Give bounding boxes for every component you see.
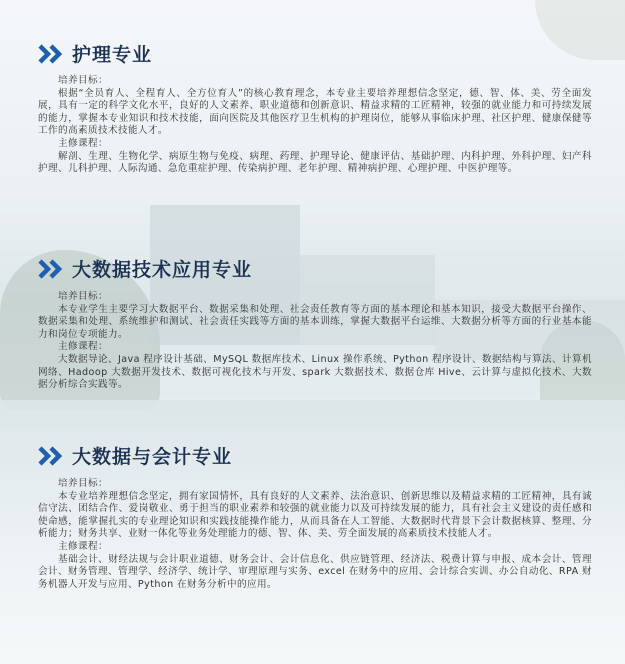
goal-label: 培养目标：	[58, 291, 108, 302]
course-label: 主修课程：	[58, 137, 108, 149]
section-body	[38, 478, 592, 591]
course-text: 基础会计、财经法规与会计职业道德、财务会计、会计信息化、供应链管理、经济法、税费计算与申报、成本会计、管理会计、财务管理、管理学、经济学、统计学、审理原理与实务、excel 在财务中的应用、会计综合实训、办公自动化、RPA 财务机器人开发与应用、Python 在财务分析中的应用。	[38, 553, 592, 590]
course-text: 大数据导论、Java 程序设计基础、MySQL 数据库技术、Linux 操作系统、Python 程序设计、数据结构与算法、计算机网络、Hadoop 大数据开发技术、数据可视化技术与开发、spark 大数据技术、数据仓库 Hive、云计算与虚拟化技术、大数据分析综合实践等。	[38, 353, 592, 391]
goal-text: 本专业培养理想信念坚定，拥有家国情怀，具有良好的人文素养、法治意识、创新思维以及精益求精的工匠精神，具有诚信守法、团结合作、爱岗敬业、勇于担当的职业素养和较强的就业能力以及可持续发展的能力，具有社会主义建设的责任感和使命感，能掌握扎实的专业理论知识和实践技能操作能力，从而具备在人工智能、大数据时代背景下会计数据核算、整理、分析能力；财务共享、业财一体化等业务处理能力的德、智、体、美、劳全面发展的高素质技术技能人才。	[38, 490, 592, 540]
section-heading	[38, 255, 252, 282]
double-chevron-right-icon	[38, 446, 66, 466]
section-title: 大数据技术应用专业	[72, 259, 253, 281]
goal-text: 本专业学生主要学习大数据平台、数据采集和处理、社会责任教育等方面的基本理论和基本知识，接受大数据平台操作、数据采集和处理、系统维护和测试、社会责任实践等方面的基本训练，掌握大数据平台运维、大数据分析等方面的行业基本能力和岗位专项能力。	[38, 303, 592, 340]
section-title: 大数据与会计专业	[72, 446, 233, 468]
course-label: 主修课程：	[58, 341, 108, 353]
goal-label: 培养目标：	[58, 478, 108, 489]
section-title: 护理专业	[72, 44, 153, 66]
double-chevron-right-icon	[38, 259, 66, 279]
section-heading	[38, 40, 152, 67]
section-body	[38, 75, 592, 176]
course-text: 解剖、生理、生物化学、病原生物与免疫、病理、药理、护理导论、健康评估、基础护理、内科护理、外科护理、妇产科护理、儿科护理、人际沟通、急危重症护理、传染病护理、老年护理、精神病护理、心理护理、中医护理等。	[38, 150, 592, 175]
section-heading	[38, 442, 232, 469]
goal-text: 根据“全员育人、全程育人、全方位育人”的核心教育理念，本专业主要培养理想信念坚定，德、智、体、美、劳全面发展，具有一定的科学文化水平，良好的人文素养、职业道德和创新意识、精益求精的工匠精神，较强的就业能力和可持续发展的能力，掌握本专业知识和技术技能，面向医院及其他医疗卫生机构的护理岗位，能够从事临床护理、社区护理、健康保健等工作的高素质技术技能人才。	[38, 87, 592, 137]
double-chevron-right-icon	[38, 44, 66, 64]
section-body	[38, 291, 592, 392]
course-label: 主修课程：	[58, 540, 108, 552]
goal-label: 培养目标：	[58, 75, 108, 86]
